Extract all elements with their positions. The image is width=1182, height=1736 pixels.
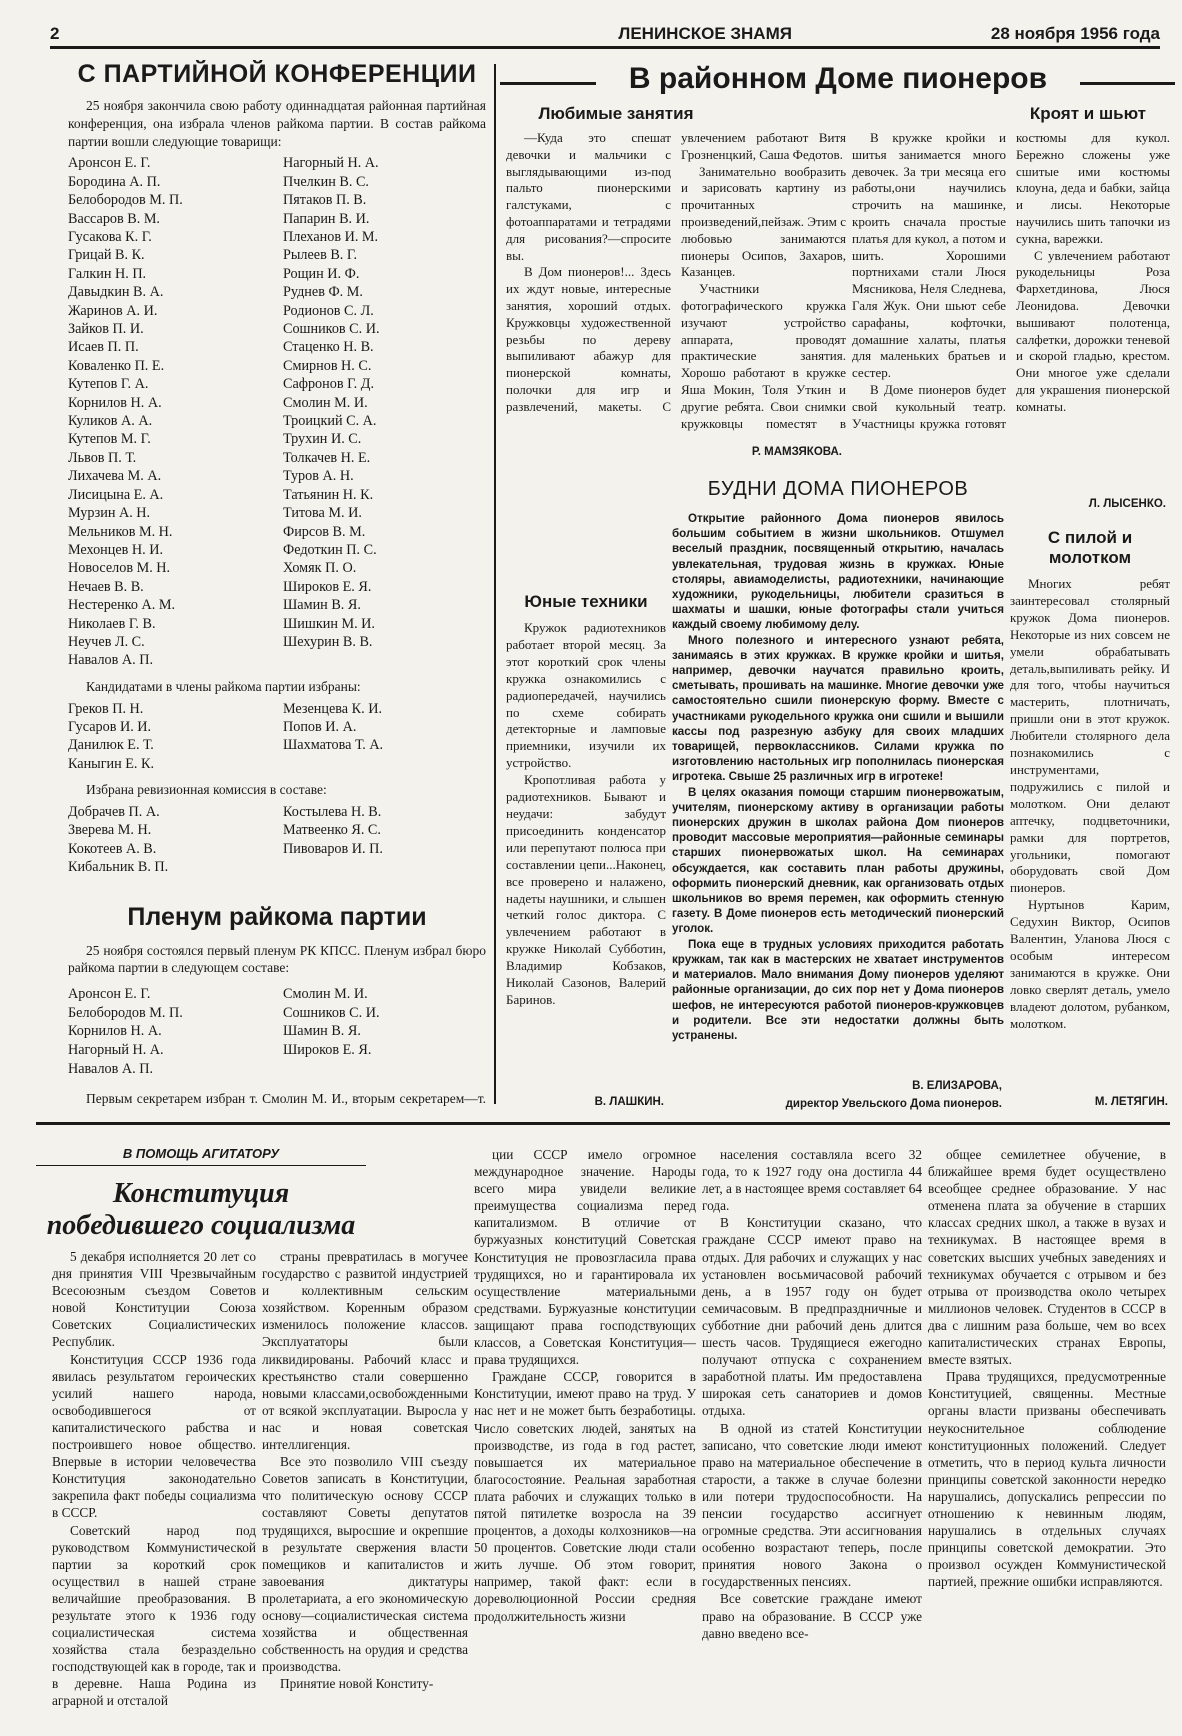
saw-signature: М. ЛЕТЯГИН. [1094,1096,1168,1108]
name-entry: Толкачев Н. Е. [283,449,371,466]
name-entry: Стаценко Н. В. [283,339,374,356]
constitution-col-2 [262,1248,468,1726]
candidates-heading: Кандидатами в члены райкома партии избраны: [86,678,361,694]
name-entry: Мельников М. Н. [68,523,173,540]
conference-title: С ПАРТИЙНОЙ КОНФЕРЕНЦИИ [77,60,477,88]
name-entry: Плеханов И. М. [283,229,379,246]
name-entry: Нагорный Н. А. [68,1041,164,1058]
name-entry [283,651,486,669]
name-entry: Гусаров И. И. [68,718,152,735]
paragraph: Нуртынов Карим, Седухин Виктор, Осипов Валентин, Уланова Люся с особым интересом занимаются в кружке. Они ловко сверлят деталь, умело владеют долотом, рубанком, молотком. [1010,897,1170,1031]
name-entry: Мехонцев Н. И. [68,541,164,558]
name-entry: Жаринов А. И. [68,302,158,319]
sewing-title: Кроят и шьют [1029,104,1146,123]
saw-text [1010,576,1170,1096]
sewing-signature: Л. ЛЫСЕНКО. [1088,498,1166,510]
pioneers-title-rule-right [1080,82,1175,85]
name-entry: Мезенцева К. И. [283,700,382,717]
column-divider [494,64,496,1104]
paper-name: ЛЕНИНСКОЕ ЗНАМЯ [618,24,792,43]
technicians-text [506,620,666,1066]
paragraph: Многих ребят заинтересовал столярный кружок Дома пионеров. Некоторые из них совсем не умели обрабатывать деталь,выпиливать рейку. И для того, чтобы научиться мастерить, плотничать, пришли они в этот кружок. Любители столярного дела познакомились с инструментами, подружились с пилой и молотком. Они делают аптечку, подцветочники, рамки для портретов, угольники, помогают оборудовать свой Дом пионеров. [1010,576,1170,896]
name-entry: Гусакова К. Г. [68,229,152,246]
name-entry: Куликов А. А. [68,413,153,430]
paragraph: Права трудящихся, предусмотренные Конституцией, священны. Местные органы власти призваны обеспечивать неукоснительное соблюдение конституционных положений. Следует отметить, что в период культа личности принципы советской законности нередко нарушались, допускались репрессии по отношению к невинным людям, нарушались в отдельных случаях принципы советской демократии. Это произвол осужден Коммунистической партией, прежние ошибки исправляются. [928,1369,1166,1590]
name-entry: Греков П. Н. [68,700,144,717]
conference-members-list [68,154,486,669]
paragraph: Принятие новой Конститу- [280,1676,434,1692]
conference-intro: 25 ноября закончила свою работу одиннадцатая районная партийная конференция, она избрала членов райкома партии. В состав райкома партии вошли следующие товарищи: [68,98,486,149]
paragraph: Занимательно вообразить и зарисовать картину из прочитанных произведений,пейзаж. Этим с любовью занимаются пионеры Осипов, Захаров, Казанцев. [681,163,846,280]
name-entry: Лихачева М. А. [68,468,162,485]
name-entry: Давыдкин В. А. [68,284,164,301]
paragraph: В Конституции сказано, что граждане СССР имеют право на отдых. Для рабочих и служащих у нас установлен восьмичасовой рабочий день, а в 1957 году он будет семичасовым. В предпраздничные и субботние дни рабочий день длится шесть часов. Трудящиеся ежегодно получают отпуска с сохранением заработной платы. Им предоставлена широкая сеть санаториев и домов отдыха. [702,1215,922,1419]
name-entry: Фирсов В. М. [283,523,366,540]
name-entry: Попов И. А. [283,718,357,735]
name-entry: Бородина А. П. [68,173,161,190]
everyday-text [672,511,1004,1071]
name-entry: Рылеев В. Г. [283,247,358,264]
name-entry: Данилюк Е. Т. [68,737,154,754]
issue-date: 28 ноября 1956 года [990,24,1160,43]
name-entry: Смолин М. И. [283,394,368,411]
technicians-title: Юные техники [524,592,648,611]
paragraph: 5 декабря исполняется 20 лет со дня принятия VIII Чрезвычайным Всесоюзным съездом Советов новой Конституции Союза Советских Социалистических Республик. [52,1249,256,1350]
name-entry: Галкин Н. П. [68,265,147,282]
everyday-signature-title: директор Увельского Дома пионеров. [785,1098,1002,1110]
paragraph: Конституция СССР 1936 года явилась результатом героических усилий нашего народа, освободившегося от капиталистического рабства и построившего новое общество. Впервые в истории человечества Конституция законодательно закрепила факт победы социализма в СССР. [52,1351,256,1521]
paragraph: Все советские граждане имеют право на образование. В СССР уже давно введено все- [702,1591,922,1641]
paragraph: Советский народ под руководством Коммунистической партии за короткий срок осуществил в нашей стране величайшие преобразования. В результате этого к 1936 году социалистическая система хозяйства стала безраздельно господствующей как в городе, так и в деревне. Наша Родина из аграрной и отсталой [52,1522,256,1709]
paragraph: страны превратилась в могучее государство с развитой индустрией и коллективным сельским хозяйством. Коренным образом изменилось положение классов. Эксплуататоры были ликвидированы. Рабочий класс и крестьянство стали совершенно новыми классами,освобожденными от всякой эксплуатации. Выросла у нас и новая советская интеллигенция. [262,1249,468,1453]
name-entry: Сафронов Г. Д. [283,376,374,393]
plenum-closing: Первым секретарем избран т. Смолин М. И., вторым секретарем—т. [86,1091,486,1107]
paragraph: С увлечением работают рукодельницы Роза Фархетдинова, Люся Леонидова. Девочки вышивают полотенца, салфетки, дорожки теневой и скорой гладью, крестом. Они многое уже сделали для украшения пионерской комнаты. [1016,247,1170,414]
paragraph: В Дом пионеров!... Здесь их ждут новые, интересные занятия, хороший отдых. Кружковцы художественной резьбы по дереву выпиливают абажур для пионерской комнаты, полочки для игр и развлечений, макеты. С увлечением работают Витя Грозненцкий, Саша Федотов. [506,130,846,414]
name-entry: Корнилов Н. А. [68,394,162,411]
name-entry: Матвеенко Я. С. [283,822,381,839]
technicians-signature: В. ЛАШКИН. [594,1096,664,1108]
name-entry: Трухин И. С. [283,431,362,448]
constitution-title-2: победившего социализма [46,1210,356,1241]
everyday-title: БУДНИ ДОМА ПИОНЕРОВ [707,478,969,500]
name-entry: Новоселов М. Н. [68,560,171,577]
paragraph: Пока еще в трудных условиях приходится работать кружкам, так как в мастерских не хватает инструментов и материалов. Мало внимания Дому пионеров уделяют районные организации, до сих пор нет у Дома пионеров шефов, не интересуются работой пионеров-кружковцев и родители. Все эти недостатки должны быть устранены. [672,937,1004,1042]
everyday-article [672,478,1004,1114]
favorite-article [506,104,846,464]
name-entry: Смирнов Н. С. [283,357,372,374]
name-entry: Титова М. И. [283,505,362,522]
favorite-title: Любимые занятия [538,104,694,123]
saw-article [1010,528,1170,1112]
name-entry: Аронсон Е. Г. [68,986,151,1003]
technicians-article [506,592,666,1112]
name-entry: Костылева Н. В. [283,803,382,820]
paragraph: В целях оказания помощи старшим пионервожатым, учителям, пионерскому активу в организации работы пионерских дружин в школах района Дом пионеров проводит массовые мероприятия—районные семинары старших пионервожатых школ. На семинарах обсуждается, как составить план работы дружины, оформить пионерский дневник, как организовать отдых школьников во время перемен, как оформить стенную газету. В Доме пионеров есть методический пионерский уголок. [672,785,1004,936]
name-entry: Белобородов М. П. [68,1004,183,1021]
name-entry: Руднев Ф. М. [283,284,363,301]
paragraph: населения составляла всего 32 года, то к 1927 году она достигла 44 лет, а в настоящее время составляет 64 года. [702,1147,922,1214]
paragraph: Все это позволило VIII съезду Советов записать в Конституции, что политическую основу СССР составляют Советы депутатов трудящихся, выросшие и окрепшие в результате свержения власти помещиков и капиталистов и завоевания диктатуры пролетариата, а его экономическую основу—социалистическая система хозяйства и общественная собственность на орудия и средства производства. [262,1454,468,1675]
constitution-title-1: Конституция [112,1178,290,1209]
name-entry: Грицай В. К. [68,247,145,264]
name-entry: Широков Е. Я. [283,578,372,595]
everyday-signature-name: В. ЕЛИЗАРОВА, [912,1080,1002,1092]
paragraph: общее семилетнее обучение, в ближайшее время будет осуществлено всеобщее среднее образование. У нас отменена плата за обучение в старших классах средних школ, а также в вузах и техникумах. В настоящее время в советских высших учебных заведениях и техникумах обучается с отрывом и без отрыва от производства около четырех миллионов человек. Студентов в СССР в два с лишним раза больше, чем во всех капиталистических странах Европы, вместе взятых. [928,1147,1166,1368]
name-entry: Папарин В. И. [283,210,370,227]
page-number: 2 [50,24,60,43]
paragraph: Кропотливая работа у радиотехников. Бывают и неудачи: забудут присоединить конденсатор или перепутают полюса при составлении цепи...Наконец, все проверено и налажено, надеты наушники, и слышен четкий голос диктора. С увлечением работают в кружке Николай Субботин, Владимир Кобзаков, Николай Сазонов, Валерий Баринов. [506,772,666,1007]
pioneers-title-rule-left [500,82,596,85]
plenum-intro: 25 ноября состоялся первый пленум РК КПСС. Пленум избрал бюро райкома партии в следующем составе: [68,942,486,976]
plenum-title: Пленум райкома партии [127,902,427,931]
name-entry: Мурзин А. Н. [68,505,151,522]
audit-list [68,803,486,877]
masthead [50,22,1160,49]
paragraph: В Доме пионеров будет свой кукольный театр. Участницы кружка готовят костюмы для кукол. Бережно сложены уже сшитые ими костюмы клоуна, деда и бабки, зайца и лисы. Некоторые научились шить тапочки из сукна, варежки. [852,130,1170,431]
favorite-text [506,130,846,446]
name-entry: Пчелкин В. С. [283,173,369,190]
name-entry: Николаев Г. В. [68,615,156,632]
bureau-list [68,985,486,1078]
name-entry: Неучев Л. С. [68,633,145,650]
name-entry: Федоткин П. С. [283,541,377,558]
name-entry: Корнилов Н. А. [68,1023,162,1040]
name-entry: Татьянин Н. К. [283,486,374,503]
name-entry: Родионов С. Л. [283,302,374,319]
page-divider [36,1122,1170,1125]
constitution-col-5 [928,1146,1166,1726]
name-entry [283,755,486,773]
name-entry: Белобородов М. П. [68,192,183,209]
name-entry: Нечаев В. В. [68,578,144,595]
name-entry: Лисицына Е. А. [68,486,164,503]
name-entry: Рощин И. Ф. [283,265,360,282]
name-entry: Пивоваров И. П. [283,840,383,857]
saw-title: С пилой и молотком [1047,528,1133,567]
pioneers-title: В районном Доме пионеров [628,62,1048,95]
name-entry: Широков Е. Я. [283,1041,372,1058]
constitution-col-3 [474,1146,696,1726]
name-entry: Хомяк П. О. [283,560,357,577]
name-entry: Туров А. Н. [283,468,354,485]
name-entry: Смолин М. И. [283,986,368,1003]
name-entry: Нагорный Н. А. [283,155,379,172]
sewing-text [852,130,1170,496]
paragraph: ции СССР имело огромное международное значение. Народы всего мира увидели великие преимущества социализма перед капитализмом. В отличие от буржуазных конституций Советская Конституция не провозгласила права трудящихся, но и гарантировала их осуществление материальными средствами. Буржуазные конституции защищают права господствующих классов, а Советская Конституция—права трудящихся. [474,1147,696,1368]
name-entry: Каныгин Е. К. [68,755,155,772]
name-entry: Шамин В. Я. [283,597,361,614]
name-entry: Шехурин В. В. [283,633,373,650]
name-entry: Зверева М. Н. [68,822,152,839]
name-entry: Шахматова Т. А. [283,737,384,754]
name-entry: Вассаров В. М. [68,210,160,227]
name-entry: Шишкин М. И. [283,615,375,632]
name-entry [283,858,486,876]
paragraph: Открытие районного Дома пионеров явилось большим событием в жизни школьников. Отшумел веселый праздник, посвященный открытию, началась увлекательная, трудовая жизнь в кружках. Юные столяры, авиамоделисты, радиотехники, начинающие художники, рукодельницы, любители сразиться в шахматы и шашки, юные фотографы стали учиться каждый своему любимому делу. [672,512,1004,632]
name-entry: Кутепов М. Г. [68,431,151,448]
paragraph: Участники фотографического кружка изучают устройство аппарата, проводят практические занятия. Хорошо работают в кружке Яша Мокин, Толя Уткин и другие ребята. Свои снимки кружковцы поместят в [681,281,846,431]
name-entry: Зайков П. И. [68,321,144,338]
paragraph: Кружок радиотехников работает второй месяц. За этот короткий срок члены кружка ознакомились с радиопередачей, научились по схеме собирать детекторные и ламповые приемники, изучили их устройство. [506,620,666,771]
name-entry: Навалов А. П. [68,1060,154,1077]
name-entry: Сошников С. И. [283,1004,380,1021]
name-entry: Троицкий С. А. [283,413,377,430]
conference-section [68,60,486,1110]
paragraph: В кружке кройки и шитья занимается много девочек. За три месяца его работы,они научились строчить на машинке, кроить сначала простые платья для кукол, а потом и шить. Хорошими портнихами стали Люся Мясникова, Неля Следнева, Галя Жук. Они шьют себе сарафаны, кофточки, домашние халаты, платья для маленьких братьев и сестер. [852,130,1006,381]
name-entry: Нестеренко А. М. [68,597,175,614]
name-entry: Львов П. Т. [68,449,137,466]
name-entry: Кокотеев А. В. [68,840,157,857]
name-entry [283,1060,486,1079]
name-entry: Шамин В. Я. [283,1023,361,1040]
name-entry: Кибальник В. П. [68,859,169,876]
sewing-article [852,104,1170,512]
name-entry: Аронсон Е. Г. [68,155,151,172]
paragraph: Граждане СССР, говорится в Конституции, имеют право на труд. У нас нет и не может быть безработицы. Число советских людей, занятых на производстве, из года в год растет, повышается их материальное благосостояние. Реальная заработная плата рабочих и служащих только в пятой пятилетке возросла на 39 процентов, а доходы колхозников—на 50 процентов. Советские люди стали жить лучше. Об этом говорит, например, такой факт: если в дореволюционной России средняя продолжительность жизни [474,1369,696,1624]
constitution-rubric: В ПОМОЩЬ АГИТАТОРУ [36,1146,366,1166]
favorite-signature: Р. МАМЗЯКОВА. [751,446,842,458]
candidates-list [68,700,486,774]
paragraph: —Куда это спешат девочки и мальчики с выглядывающими из-под пальто пионерскими галстуками, с фотоаппаратами и тетрадями для рисования?—спросите вы. [506,130,671,263]
name-entry: Исаев П. П. [68,339,139,356]
audit-heading: Избрана ревизионная комиссия в составе: [86,782,327,798]
constitution-header [36,1146,366,1256]
name-entry: Пятаков П. В. [283,192,367,209]
paragraph: Много полезного и интересного узнают ребята, занимаясь в этих кружках. В кружке кройки и шитья, например, девочки научатся правильно кроить, сметывать, прошивать на машинке. Многие девочки уже самостоятельно сшили пионерскую форму. Вместе с участниками рукодельного кружка они сшили и вышили кассы под разрезную азбуку для своих младших товарищей, первоклассников. Силами кружка по изготовлению настольных игр пополнилась пионерская игротека. Свыше 25 различных игр в игротеке! [672,633,1004,784]
paragraph: В одной из статей Конституции записано, что советские люди имеют право на материальное обеспечение в старости, а также в случае болезни или потери трудоспособности. На пенсии государство ассигнует огромные средства. Эти ассигнования особенно возрастают теперь, после принятия нового Закона о государственных пенсиях. [702,1420,922,1590]
name-entry: Сошников С. И. [283,321,380,338]
name-entry: Навалов А. П. [68,652,154,669]
name-entry: Кутепов Г. А. [68,376,149,393]
name-entry: Коваленко П. Е. [68,357,165,374]
constitution-col-1 [52,1248,256,1726]
name-entry: Добрачев П. А. [68,803,160,820]
constitution-col-4 [702,1146,922,1726]
